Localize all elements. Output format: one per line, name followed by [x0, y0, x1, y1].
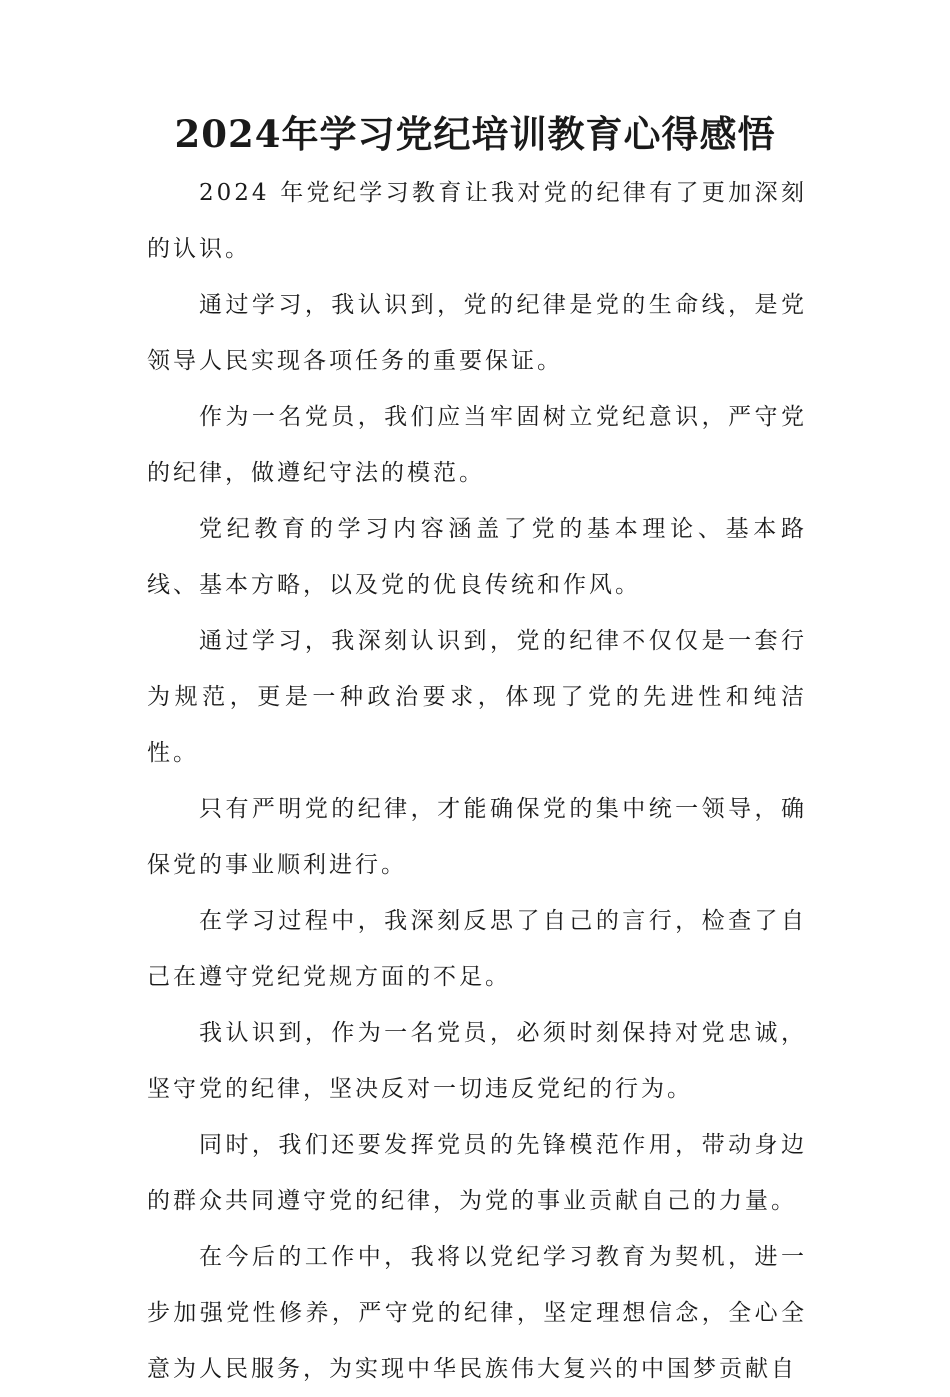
paragraph: 作为一名党员，我们应当牢固树立党纪意识，严守党的纪律，做遵纪守法的模范。	[147, 404, 807, 486]
document-title: 2024年学习党纪培训教育心得感悟	[174, 112, 776, 156]
paragraph: 通过学习，我深刻认识到，党的纪律不仅仅是一套行为规范，更是一种政治要求，体现了党的先进性和纯洁性。	[147, 628, 807, 766]
paragraph: 2024 年党纪学习教育让我对党的纪律有了更加深刻的认识。	[147, 180, 807, 262]
document-body	[147, 165, 807, 1397]
paragraph: 同时，我们还要发挥党员的先锋模范作用，带动身边的群众共同遵守党的纪律，为党的事业贡献自己的力量。	[147, 1132, 807, 1214]
paragraph: 只有严明党的纪律，才能确保党的集中统一领导，确保党的事业顺利进行。	[147, 796, 807, 878]
paragraph: 我认识到，作为一名党员，必须时刻保持对党忠诚，坚守党的纪律，坚决反对一切违反党纪的行为。	[147, 1020, 807, 1102]
paragraph: 在今后的工作中，我将以党纪学习教育为契机，进一步加强党性修养，严守党的纪律，坚定理想信念，全心全意为人民服务，为实现中华民族伟大复兴的中国梦贡献自	[147, 1244, 807, 1382]
paragraph: 党纪教育的学习内容涵盖了党的基本理论、基本路线、基本方略，以及党的优良传统和作风。	[147, 516, 807, 598]
paragraph: 通过学习，我认识到，党的纪律是党的生命线，是党领导人民实现各项任务的重要保证。	[147, 292, 807, 374]
paragraph: 在学习过程中，我深刻反思了自己的言行，检查了自己在遵守党纪党规方面的不足。	[147, 908, 807, 990]
